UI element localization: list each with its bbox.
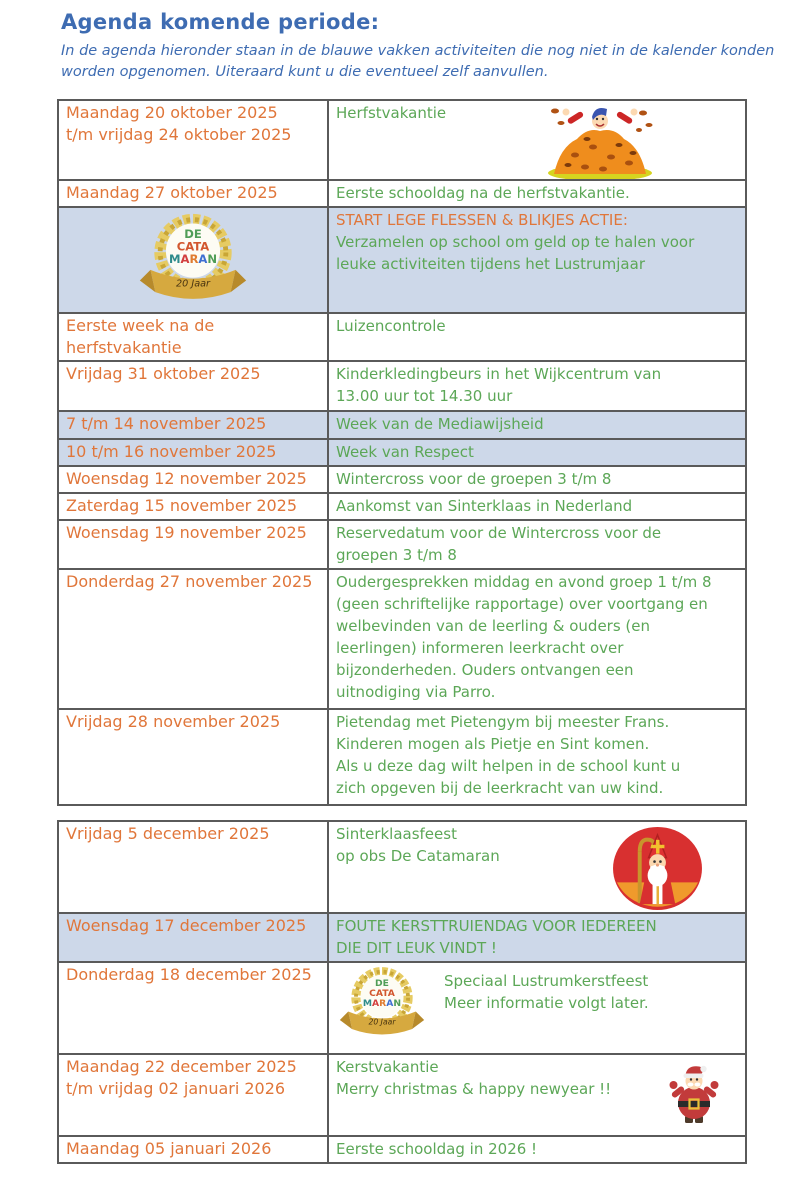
activity-text: Reservedatum voor de Wintercross voor de (336, 523, 662, 542)
agenda-row (58, 313, 746, 361)
activity-text: Kerstvakantie (336, 1057, 439, 1076)
intro-line-2: worden opgenomen. Uiteraard kunt u die eventueel zelf aanvullen. (61, 64, 549, 80)
activity-text: Herfstvakantie (336, 104, 447, 122)
activity-cell (328, 821, 746, 913)
date-cell (58, 361, 328, 411)
agenda-row (58, 569, 746, 709)
activity-text: Luizencontrole (336, 316, 446, 335)
date-text: Vrijdag 5 december 2025 (66, 823, 270, 843)
agenda-oktober-november (57, 99, 747, 806)
agenda-december-januari (57, 820, 747, 1164)
activity-text: Sinterklaasfeest (336, 824, 457, 843)
activity-cell (328, 207, 746, 313)
activity-text: Kinderen mogen als Pietje en Sint komen. (336, 734, 650, 753)
date-text: Woensdag 12 november 2025 (66, 468, 307, 488)
date-cell (58, 520, 328, 569)
activity-text: Oudergesprekken middag en avond groep 1 t/m 8 (336, 572, 712, 591)
date-text: Vrijdag 28 november 2025 (66, 711, 281, 731)
agenda-row (58, 709, 746, 805)
agenda-row (58, 180, 746, 207)
activity-text: groepen 3 t/m 8 (336, 545, 457, 564)
date-cell (58, 313, 328, 361)
activity-text: leuke activiteiten tijdens het Lustrumjaar (336, 255, 645, 273)
activity-text: Als u deze dag wilt helpen in de school kunt u (336, 756, 681, 775)
agenda-row (58, 913, 746, 962)
date-text: 10 t/m 16 november 2025 (66, 441, 277, 461)
activity-cell (328, 493, 746, 520)
activity-cell (328, 709, 746, 805)
agenda-row (58, 361, 746, 411)
date-cell (58, 180, 328, 207)
autumn-leaves-image-wrapper (541, 103, 659, 180)
activity-text: Eerste schooldag na de herfstvakantie. (336, 184, 630, 202)
activity-text: 13.00 uur tot 14.30 uur (336, 386, 513, 405)
intro-line-1: In de agenda hieronder staan in de blauwe vakken activiteiten die nog niet in de kalender konden (61, 43, 775, 59)
activity-cell (328, 569, 746, 709)
activity-text: Wintercross voor de groepen 3 t/m 8 (336, 469, 612, 488)
date-text: Zaterdag 15 november 2025 (66, 495, 298, 515)
activity-text: START LEGE FLESSEN & BLIKJES ACTIE: (336, 211, 628, 229)
date-text: 7 t/m 14 november 2025 (66, 413, 267, 433)
date-text: Woensdag 17 december 2025 (66, 915, 307, 935)
activity-text: Week van de Mediawijsheid (336, 414, 544, 433)
agenda-row (58, 100, 746, 180)
svg-text:MARAN: MARAN (362, 997, 402, 1009)
agenda-row (58, 520, 746, 569)
date-cell (58, 913, 328, 962)
page-title: Agenda komende periode: (61, 10, 380, 34)
agenda-row (58, 962, 746, 1054)
activity-text: DIE DIT LEUK VINDT ! (336, 938, 497, 957)
activity-text: Verzamelen op school om geld op te halen voor (336, 233, 695, 251)
date-text: Maandag 20 oktober 2025 (66, 103, 278, 122)
activity-text: Meer informatie volgt later. (444, 993, 649, 1012)
date-cell (58, 466, 328, 493)
activity-text: Merry christmas & happy newyear !! (336, 1079, 612, 1098)
agenda-row (58, 1054, 746, 1136)
date-text: Maandag 05 januari 2026 (66, 1138, 272, 1158)
intro-text (61, 41, 799, 83)
date-cell (58, 439, 328, 466)
date-cell (58, 411, 328, 439)
santa-image-wrapper (669, 1063, 719, 1129)
date-text: Donderdag 27 november 2025 (66, 571, 313, 591)
activity-text: Week van Respect (336, 442, 474, 461)
date-cell (58, 100, 328, 180)
date-cell (58, 709, 328, 805)
activity-text: Speciaal Lustrumkerstfeest (444, 971, 649, 990)
activity-cell (328, 411, 746, 439)
date-text: Woensdag 19 november 2025 (66, 522, 307, 542)
svg-text:MARAN: MARAN (168, 252, 218, 267)
svg-text:DE: DE (375, 977, 389, 989)
activity-text: op obs De Catamaran (336, 846, 500, 865)
activity-cell (328, 313, 746, 361)
agenda-tables (57, 99, 799, 1164)
activity-text: FOUTE KERSTTRUIENDAG VOOR IEDEREEN (336, 916, 657, 935)
date-cell (58, 1054, 328, 1136)
activity-cell (328, 100, 746, 180)
date-cell (58, 569, 328, 709)
svg-text:DE: DE (184, 227, 202, 242)
activity-cell (328, 1054, 746, 1136)
svg-text:CATA: CATA (369, 987, 395, 999)
date-cell (58, 1136, 328, 1163)
svg-text:20 Jaar: 20 Jaar (175, 278, 211, 290)
date-text: Donderdag 18 december 2025 (66, 964, 312, 984)
activity-cell (328, 361, 746, 411)
agenda-row (58, 439, 746, 466)
santa-image (669, 1063, 719, 1125)
date-text: Maandag 27 oktober 2025 (66, 183, 278, 202)
activity-text: leerlingen) informeren leerkracht over (336, 638, 624, 657)
date-cell (58, 493, 328, 520)
agenda-row (58, 1136, 746, 1163)
activity-cell (328, 913, 746, 962)
date-text: t/m vrijdag 24 oktober 2025 (66, 125, 292, 144)
agenda-row (58, 493, 746, 520)
activity-text: Kinderkledingbeurs in het Wijkcentrum van (336, 364, 662, 383)
svg-text:CATA: CATA (176, 239, 210, 254)
date-cell (58, 207, 328, 313)
sinterklaas-image (610, 826, 705, 911)
activity-text: uitnodiging via Parro. (336, 682, 496, 701)
autumn-leaves-image (541, 103, 659, 180)
agenda-row (58, 207, 746, 313)
activity-cell (328, 439, 746, 466)
activity-text: bijzonderheden. Ouders ontvangen een (336, 660, 634, 679)
date-text: herfstvakantie (66, 337, 182, 357)
activity-text: welbevinden van de leerling & ouders (en (336, 616, 651, 635)
activity-cell (328, 466, 746, 493)
date-text: Maandag 22 december 2025 (66, 1056, 297, 1076)
catamaran-logo-image (336, 964, 428, 1041)
sinterklaas-image-wrapper (610, 826, 705, 913)
agenda-row (58, 466, 746, 493)
catamaran-logo-image (135, 210, 251, 307)
agenda-row (58, 411, 746, 439)
date-text: Eerste week na de (66, 315, 215, 335)
activity-cell (328, 520, 746, 569)
activity-text: Eerste schooldag in 2026 ! (336, 1139, 538, 1158)
activity-cell (328, 180, 746, 207)
agenda-row (58, 821, 746, 913)
activity-text: Pietendag met Pietengym bij meester Frans. (336, 712, 670, 731)
date-cell (58, 821, 328, 913)
date-text: Vrijdag 31 oktober 2025 (66, 363, 261, 383)
activity-cell (328, 1136, 746, 1163)
activity-text: (geen schriftelijke rapportage) over voortgang en (336, 594, 708, 613)
date-cell (58, 962, 328, 1054)
svg-text:20 Jaar: 20 Jaar (368, 1017, 396, 1027)
activity-text: zich opgeven bij de leerkracht van uw kind. (336, 778, 664, 797)
activity-cell (328, 962, 746, 1054)
date-text: t/m vrijdag 02 januari 2026 (66, 1078, 286, 1098)
activity-text: Aankomst van Sinterklaas in Nederland (336, 496, 633, 515)
